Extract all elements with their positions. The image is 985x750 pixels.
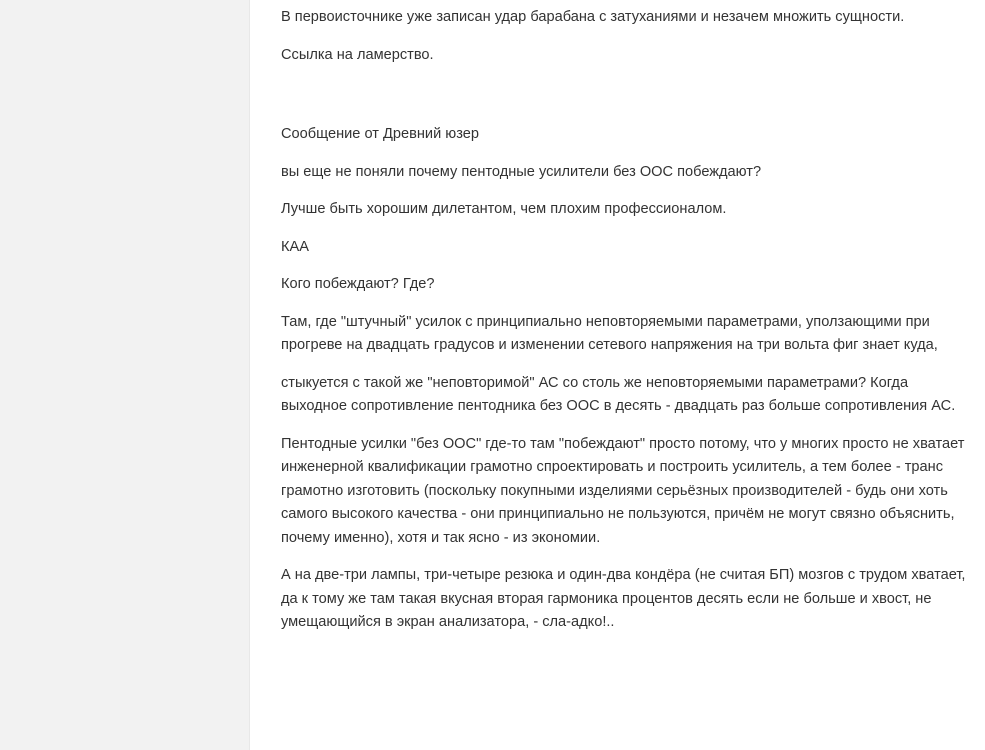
- left-sidebar: [0, 0, 249, 750]
- post-paragraph: стыкуется с такой же "неповторимой" АС со столь же неповторяемыми параметрами? Когда выходное сопротивление пентодника без ООС в десять - двадцать раз больше сопротивления АС.: [281, 374, 956, 414]
- signature-line: Лучше быть хорошим дилетантом, чем плохим профессионалом.: [281, 201, 727, 217]
- quote-text: вы еще не поняли почему пентодные усилители без ООС побеждают?: [281, 163, 762, 180]
- quote-author: Сообщение от Древний юзер: [281, 126, 479, 142]
- sidebar-divider: [249, 0, 250, 750]
- quote-link[interactable]: Ссылка на ламерство.: [281, 46, 434, 63]
- post-paragraph: Кого побеждают? Где?: [281, 276, 435, 292]
- post-paragraph: Там, где "штучный" усилок с принципиально неповторяемыми параметрами, уползающими при прогреве на двадцать градусов и изменении сетевого напряжения на три вольта фиг знает куда,: [281, 313, 938, 353]
- post-paragraph: Пентодные усилки "без ООС" где-то там "побеждают" просто потому, что у многих просто не хватает инженерной квалификации грамотно спроектировать и построить усилитель, а тем более - транс грамотно изготовить (поскольку покупными изделиями серьёзных производителей - будь они хоть самого высокого качества - они принципиально не пользуются, причём не могут связно объяснить, почему именно), хотя и так ясно - из экономии.: [281, 435, 965, 546]
- post-body: [281, 6, 971, 649]
- post-paragraph: В первоисточнике уже записан удар барабана с затуханиями и незачем множить сущности.: [281, 9, 905, 25]
- signature-name: КАА: [281, 238, 309, 255]
- post-paragraph: А на две-три лампы, три-четыре резюка и один-два кондёра (не считая БП) мозгов с трудом хватает, да к тому же там такая вкусная вторая гармоника процентов десять если не больше и хвост, не умещающийся в экран анализатора, - сла-адко!..: [281, 567, 966, 630]
